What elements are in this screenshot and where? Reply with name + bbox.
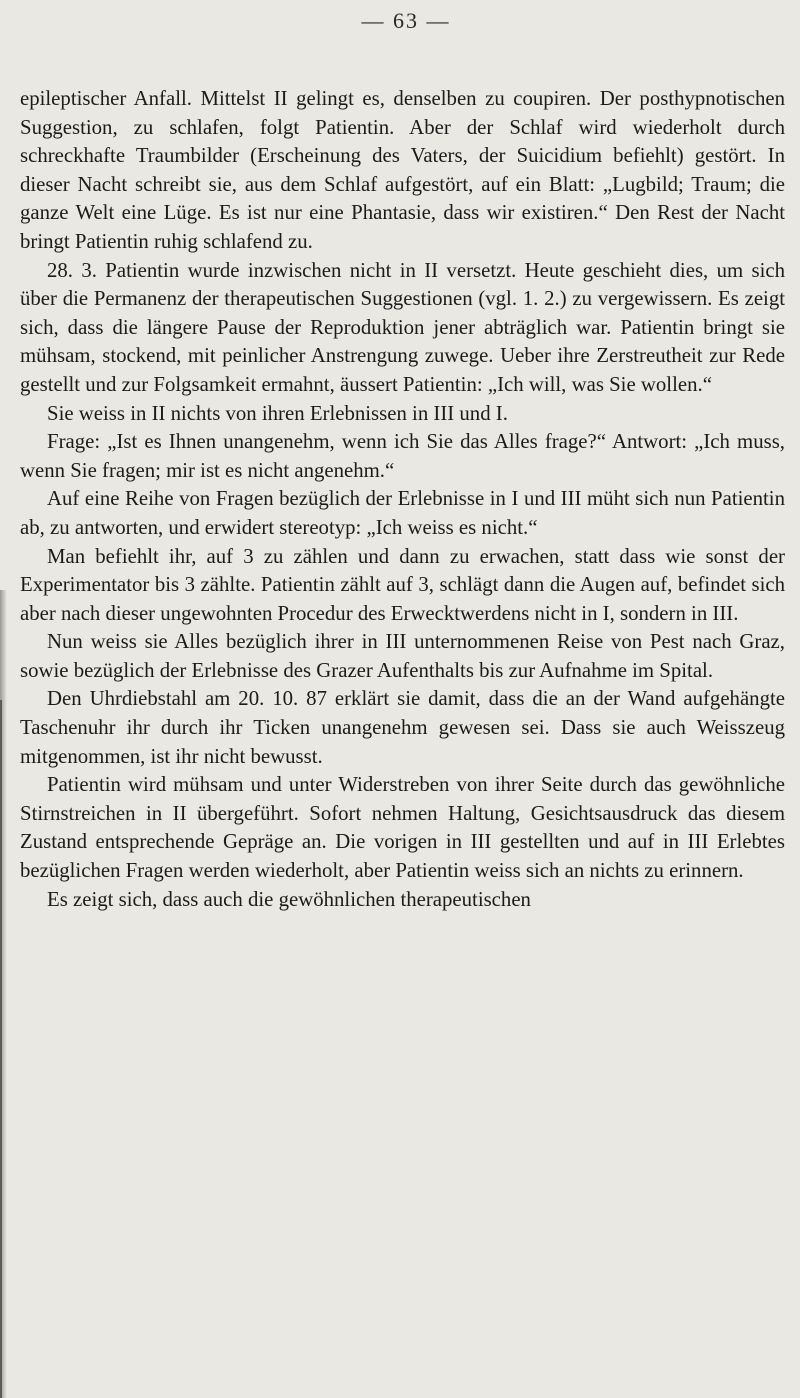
paragraph: Man befiehlt ihr, auf 3 zu zählen und dann zu erwachen, statt dass wie sonst der Experimentator bis 3 zählte. Patientin zählt auf 3, schlägt dann die Augen auf, befindet sich aber nach dieser ungewohnten Procedur des Erwecktwerdens nicht in I, sondern in III.	[20, 544, 785, 625]
paragraph: Den Uhrdiebstahl am 20. 10. 87 erklärt sie damit, dass die an der Wand aufgehängte Taschenuhr ihr durch ihr Ticken unangenehm gewesen sei. Dass sie auch Weisszeug mitgenommen, ist ihr nicht bewusst.	[20, 687, 785, 768]
paragraph: Es zeigt sich, dass auch die gewöhnlichen therapeutischen	[47, 887, 531, 911]
body-text	[20, 85, 785, 914]
paragraph: Auf eine Reihe von Fragen bezüglich der Erlebnisse in I und III müht sich nun Patientin ab, zu antworten, und erwidert stereotyp: „Ich weiss es nicht.“	[20, 487, 785, 539]
page-number: — 63 —	[361, 8, 451, 33]
paragraph: Nun weiss sie Alles bezüglich ihrer in III unternommenen Reise von Pest nach Graz, sowie bezüglich der Erlebnisse des Grazer Aufenthalts bis zur Aufnahme im Spital.	[20, 630, 785, 682]
paragraph: Frage: „Ist es Ihnen unangenehm, wenn ich Sie das Alles frage?“ Antwort: „Ich muss, wenn Sie fragen; mir ist es nicht angenehm.“	[20, 430, 785, 482]
paragraph: Patientin wird mühsam und unter Widerstreben von ihrer Seite durch das gewöhnliche Stirnstreichen in II übergeführt. Sofort nehmen Haltung, Gesichtsausdruck das diesem Zustand entsprechende Gepräge an. Die vorigen in III gestellten und auf in III Erlebtes bezüglichen Fragen werden wiederholt, aber Patientin weiss sich an nichts zu erinnern.	[20, 773, 785, 883]
paragraph: epileptischer Anfall. Mittelst II gelingt es, denselben zu coupiren. Der posthypnotischen Suggestion, zu schlafen, folgt Patientin. Aber der Schlaf wird wiederholt durch schreckhafte Traumbilder (Erscheinung des Vaters, der Suicidium befiehlt) gestört. In dieser Nacht schreibt sie, aus dem Schlaf aufgestört, auf ein Blatt: „Lugbild; Traum; die ganze Welt eine Lüge. Es ist nur eine Phantasie, dass wir existiren.“ Den Rest der Nacht bringt Patientin ruhig schlafend zu.	[20, 87, 785, 253]
paragraph: 28. 3. Patientin wurde inzwischen nicht in II versetzt. Heute geschieht dies, um sich über die Permanenz der therapeutischen Suggestionen (vgl. 1. 2.) zu vergewissern. Es zeigt sich, dass die längere Pause der Reproduktion jener abträglich war. Patientin bringt sie mühsam, stockend, mit peinlicher Anstrengung zuwege. Ueber ihre Zerstreutheit zur Rede gestellt und zur Folgsamkeit ermahnt, äussert Patientin: „Ich will, was Sie wollen.“	[20, 258, 785, 396]
paragraph: Sie weiss in II nichts von ihren Erlebnissen in III und I.	[47, 401, 508, 425]
page-binding-edge	[0, 700, 2, 1398]
